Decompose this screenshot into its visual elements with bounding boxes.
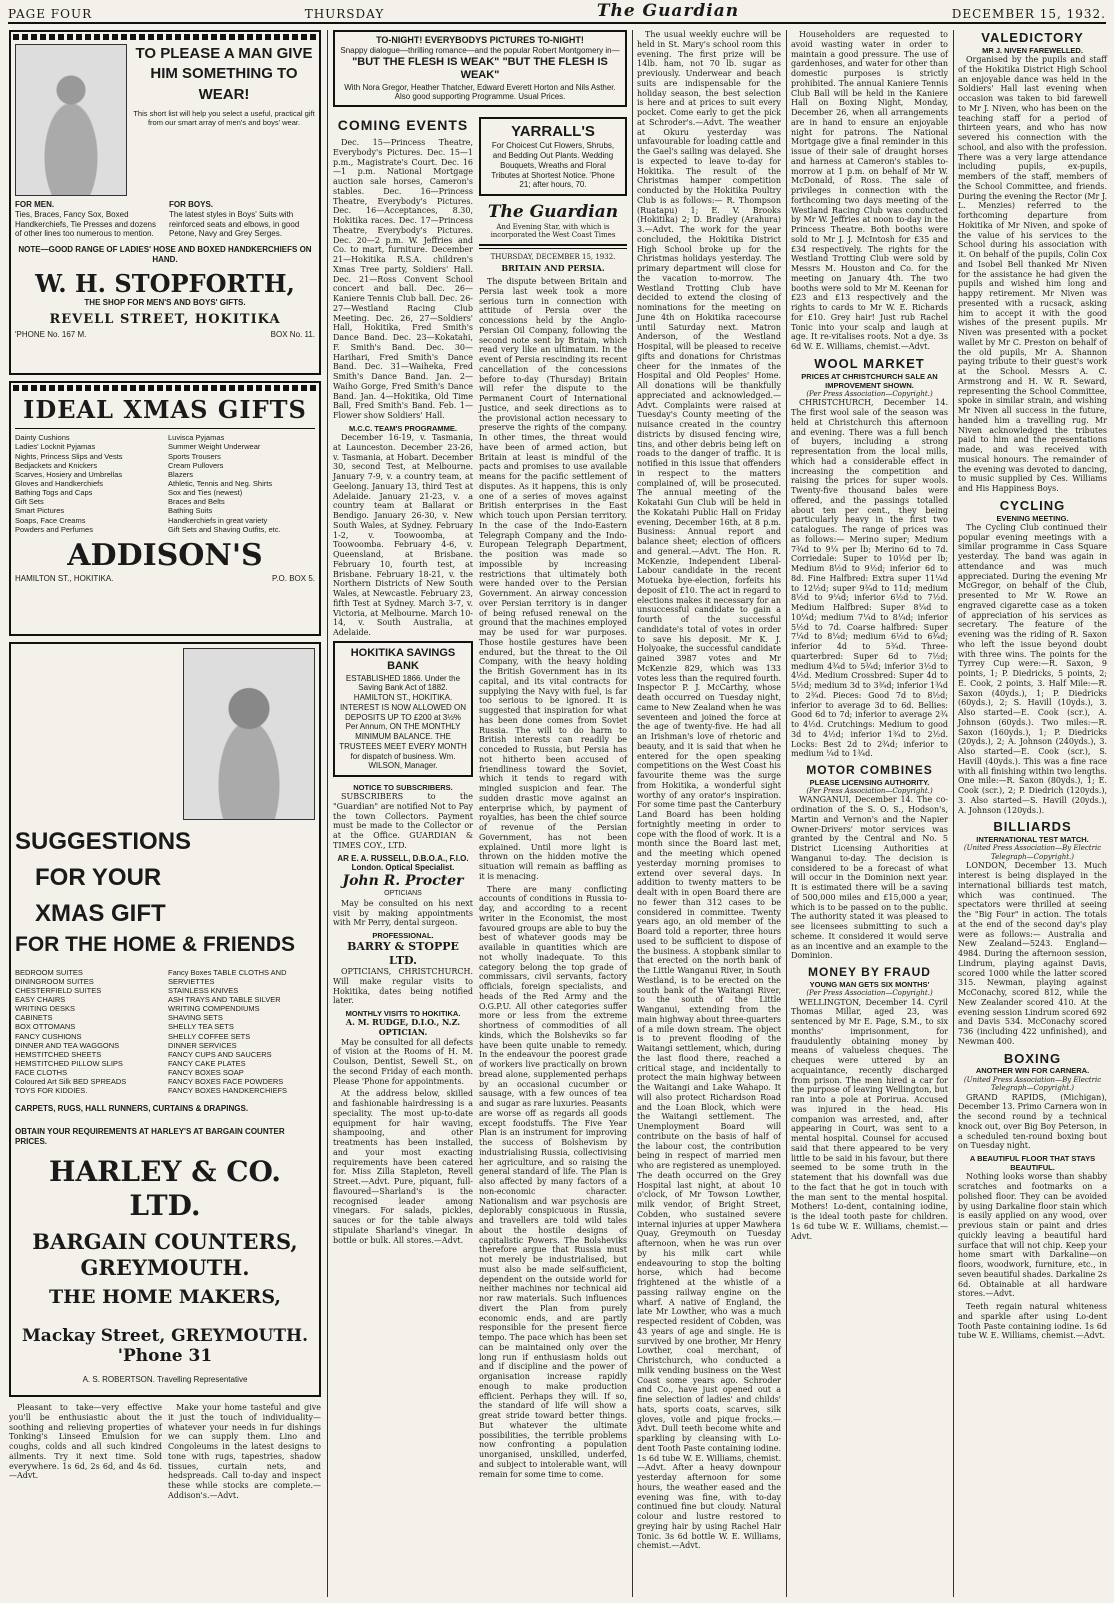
- left-subcolumn: [333, 113, 473, 1482]
- gift-list-item: Summer Weight Underwear: [168, 442, 261, 452]
- gift-list-item: TOYS FOR KIDDIES.: [15, 1086, 88, 1096]
- cycling-heading: CYCLING: [999, 497, 1066, 513]
- column-rule: [953, 30, 954, 1597]
- notice-heading: NOTICE TO SUBSCRIBERS.: [353, 783, 453, 793]
- gift-list-item: SHAVING SETS: [168, 1013, 223, 1023]
- harley-counters: BARGAIN COUNTERS, GREYMOUTH.: [32, 1229, 298, 1280]
- proctor-note: May be consulted on his next visit by making appointments with Mr Perry, dental surgeon.: [333, 898, 473, 928]
- gift-list-item: Coloured Art Silk BED SPREADS: [15, 1077, 127, 1087]
- notice-text: SUBSCRIBERS to the "Guardian" are notified Not to Pay the town Collectors. Payment must be made to the Collector or at the Office. GUARDIAN & TIMES COY., LTD.: [333, 792, 473, 850]
- hairdressing-advt: At the address below, skilled and fashionable hairdressing is a speciality. The most up-to-date equipment for hair waving, shampooing, and other treatments has been installed, and your most exacting requirements have been catered for. Miss Zilla Stapleton, Revell Street.—Advt. Pure, piquant, full-flavoured—Sharland's is the recognised leader among vinegars. For salads, pickles, sauces or for the table always stipulate Sharland's vinegar. In bottle or bulk. All stores.—Advt.: [333, 1089, 473, 1245]
- stopforth-intro: This short list will help you select a useful, practical gift from our smart array of men's and boys' wear.: [133, 108, 315, 127]
- everybodys-pictures-ad: [333, 30, 627, 107]
- gift-list-item: Athletic, Tennis and Neg. Shirts: [168, 478, 273, 488]
- fraud-credit: (Per Press Association—Copyright.): [806, 988, 933, 997]
- gift-list-item: BEDROOM SUITES: [15, 967, 83, 977]
- column-rule: [786, 30, 787, 1597]
- gift-list-item: DINNER SERVICES: [168, 1040, 237, 1050]
- guardian-sub: And Evening Star, with which is incorporated the West Coast Times: [490, 222, 616, 240]
- gift-list-item: Fancy Boxes TABLE CLOTHS AND SERVIETTES: [168, 967, 287, 986]
- gift-list-item: EASY CHAIRS: [15, 995, 66, 1005]
- pictures-sub: Snappy dialogue—thrilling romance—and the popular Robert Montgomery in—: [340, 45, 620, 55]
- gift-list-item: Luvisca Pyjamas: [168, 433, 225, 443]
- boys-items: The latest styles in Boys' Suits with reinforced seats and elbows, in good Petone, Navy and Grey Serges.: [169, 209, 300, 239]
- russell-text: AR E. A. RUSSELL, D.B.O.A., F.I.O. London. Optical Specialist.: [337, 853, 469, 873]
- gift-list-item: FANCY BOXES HANDKERCHIEFS: [168, 1086, 288, 1096]
- santa-illustration: [183, 648, 315, 820]
- savings-text: ESTABLISHED 1866. Under the Saving Bank Act of 1882. HAMILTON ST., HOKITIKA. INTEREST IS NOW ALLOWED ON DEPOSITS UP TO £200 at 3½% Per Annum, ON THE MONTHLY MINIMUM BALANCE. THE TRUSTEES MEET EVERY MONTH for dispatch of business. Wm. WILSON, Manager.: [339, 673, 467, 771]
- russia-text: There are many conflicting accounts of conditions in Russia to-day, and according to a recent writer in the Economist, the most favoured groups are able to buy the best of whatever goods may be available in quantities which are not wholly inadequate. To this category belong the top grade of commissars, civil servants, factory officials, foreign specialists, and heads of the Red Army and the O.G.P.U. All other categories suffer more or less from the extreme shortness of commodities of all kinds, which the Bolsheviks so far have been quite unable to remedy. In the endeavour the poorest grade of workers live practically on brown bread alone, supplemented perhaps by an occasional cucumber or sausage, with a few ounces of tea and sugar as rare luxuries. Peasants are worse off as regards all goods except foodstuffs. The Five Year Plan is an instrument for improving the success of Bolshevism by industrialising Russia, collectivising her agriculture, and so raising the general standard of life. The Plan is also affected by many factors of a non-economic character. Nationalism and war psychosis are deplorably conspicuous in Russia, and travellers are told wild tales about the hostile designs of capitalistic Powers. The Bolsheviks therefore argue that Russia must not merely be industrialised, but must also be made self-sufficient, dependent on the outside world for neither machines nor technical aid nor raw materials. Such influences divert the Plan from purely economic ends, and are partly responsible for the present fierce tempo. The pace which has been set can be maintained only over the long run if enthusiasm holds out and if discipline and the power of organisation increase rapidly enough to make production efficient. Perhaps they will. If so, the standard of life will show a great stride toward better things. But whatever the ultimate possibilities, the terrible problems now confronting a population unorganised, unskilled, underfed, and subject to intolerable want, will remain for some time to come.: [479, 884, 627, 1479]
- harley-carpets: CARPETS, RUGS, HALL RUNNERS, CURTAINS & DRAPINGS.: [15, 1103, 249, 1113]
- addisons-name: ADDISON'S: [67, 537, 263, 573]
- masthead-day: THURSDAY: [304, 7, 385, 22]
- gift-list-item: Gift Sets and Shaving Outfits, etc.: [168, 524, 281, 534]
- gift-list-item: Bathing Suits: [168, 506, 213, 516]
- professional-heading: PROFESSIONAL.: [372, 931, 434, 941]
- harley-street: Mackay Street, GREYMOUTH. 'Phone 31: [21, 1325, 308, 1367]
- gift-list-item: DINNER AND TEA WAGGONS: [15, 1040, 120, 1050]
- gift-list-item: Smart Pictures: [15, 506, 65, 516]
- harley-ad: [9, 642, 321, 1397]
- britain-text: The dispute between Britain and Persia last week took a more serious turn in connection with attitude of Persia over the concessions held by the Anglo-Persian Oil Company, following the second note sent by Britain, which read very like an ultimatum. In the event of Persia rescinding its recent cancellation of the concessions before to-day (Thursday) Britain will refer the dispute to the Permanent Court of International Justice, and seek directions as to the provisional action necessary to preserve the rights of the company. In other times, the threat would have been of armed action, but Britain at least is mindful of the pacts and promises to use available means for the pacific settlement of disputes. As it happens, this is only one of a series of moves against British enterprises in the East which touch upon Persian territory. In the case of the Indo-Eastern Telegraph Company and the Indo-European Telegraph Department, the position was made so impossible by increasing restrictions that ultimately both were handed over to the Persian Government. An airway concession over Persian territory is in danger of being refused renewal on the ground that the machines employed may be used for war purposes. Those hostile gestures have been endured, but the threat to the Oil Company, with the heavy holding the British Government has in its capital, and its vital contracts for supplying the Navy with fuel, is far too serious to be ignored. It is suggested that inspiration for what has been done comes from Soviet Russia. The will to do harm to British interests can readily be conceded to Russia, but Persia has not hitherto been accused of friendliness toward the Soviet, which it tends to regard with mingled suspicion and fear. The sudden drastic move against an enterprise which, by payment of royalties, has been the chief source of revenue of the Persian Government, has not been explained. Until more light is thrown on the hidden motive the situation will remain as baffling as it is menacing.: [479, 277, 627, 881]
- local-news-text: The usual weekly euchre will be held in St. Mary's school room this evening. The first prize will be 14lb. ham, not 70 lb. sugar as previously. Underwear and beach suits are indispensable for the holiday season, the best selection is here and at prices to suit every pocket. Come early to get the pick at Schroder's.—Advt. The weather at Okuru yesterday was unfavourable for loading cattle and the Gael's sailing was delayed. She is expected to leave to-day for Hokitika. The result of the Christmas hamper competition conducted by the Hokitika Poultry Club is as follows:— R. Thompson (Ruatapu) 1; E. V. Brooks (Hokitika) 2; D. Bradley (Arahura) 3.—Advt. The work for the year concluded, the Hokitika District High School broke up for the Christmas holidays yesterday. The primary department will close for the vacation to-morrow. The Westland Trotting Club have decided to extend the closing of nominations for the meeting on June 4th on Hokitika racecourse until Saturday next. Matron Anderson, of the Westland Hospital, will be pleased to receive gifts and donations for Christmas cheer for the inmates of the Hospital and Old Peoples' Home. All donations will be thankfully appreciated and acknowledged.—Advt. Complaints were raised at Tuesday's County meeting of the nuisance created in the country districts by disused fencing wire, tins, and other debris being left on roads to the danger of traffic. It is notified in this issue that offenders in respect to the matters complained of, will be prosecuted. The annual meeting of the Kokatahi Gun Club will be held in the Kokatahi Public Hall on Friday evening, December 16th, at 8 p.m. Business: Annual report and balance sheet; election of officers and general.—Advt. The Hon. R. McKenzie, Independent Liberal-Labour candidate in the recent Motueka bye-election, forfeits his deposit of £10. The act in regard to elections makes it necessary for an unsuccessful candidate to gain a fourth of the successful candidate's total of votes in order to save his deposit. Mr K. J. Holyoake, the successful candidate gained 3987 votes and Mr McKenzie 829, which was 133 votes less than the required fourth. Inspector P. J. McCarthy, whose death occurred on Tuesday night, came to New Zealand when he was seventeen and joined the force at the age of twenty-five. He had all an Irishman's love of rhetoric and beauty, and it is said that when he entered for the open speaking competitions on the West Coast his favourite theme was the surge from Hokitika, a wonderful sight worthy of any orator's inspiration. For some time past the Canterbury Land Board has been holding fortnightly meeting in order to cope with the flood of work. It is a month since the Board last met, and the meeting which opened yesterday morning promises to extend over several days. In addition to twenty matters to be dealt with in open Board there are no fewer than 312 cases to be considered in committee. Twenty years ago, an old member of the Board told a reporter, three hours used to be sufficient to dispose of the business. A stopbank similar to that erected on the north bank of the Little Wanganui River, in South Westland, is to be erected on the south bank of the Waitangi River, to the south of the Little Wanganui, extending from the main highway about three-quarters of a mile down stream. The object is to prevent flooding of the Waitangi settlement, which, during the last flood there, reached a critical stage, and incidentally to protect the main highway between the Waitangi and Lake Wahapo. It will also protect Richardson Road and the Loan Block, which were the Waitangi settlement. The Unemployment Board will contribute on the basis of half of the labour cost, the contribution being in respect of married men who are registered as unemployed. The death occurred on the Grey Hospital last night, at about 10 o'clock, of Mr Towson Lowther, milk vendor, of Bright Street, Cobden, who sustained severe internal injuries at upper Mawhera Quay, Greymouth on Tuesday afternoon, when he was run over by his milk cart while endeavouring to stop the bolting horse, which had become frightened at the whistle of a passing railway engine on the wharf. A native of England, the late Mr Lowther, who was a much respected resident of Cobden, was 43 years of age and single. He is survived by one brother, Mr Henry Lowther, coal merchant, of Christchurch, who conducted a milk vending business on the West Coast some years ago. Schroder and Co., have just opened out a fine selection of ladies' and childs' hats, sports coats, scarves, silk gloves, voile and pique frocks.—Advt. Dull teeth become white and sparkling by cleansing with Lo-dent Tooth Paste containing iodine. 1s 6d tube W. E. Williams, chemist.—Advt. After a heavy downpour yesterday afternoon for some hours, the weather eased and the evening was fine, with to-day continued fine but cloudy. Natural colour and lustre restored to greying hair by using Rachel Hair Tonic. 3s 6d bottle W. E. Williams, chemist.—Advt.: [637, 30, 781, 1551]
- coming-events-text: Dec. 15—Princess Theatre, Everybody's Pictures. Dec. 15—1 p.m., Magistrate's Court. Dec. 16—1 p.m. National Mortgage auction sale horses, Cameron's stables. Dec. 16—Princess Theatre, Everybody's Pictures. Dec. 16—Acceptances, 8.30, Hokitika races. Dec. 17—Princess Theatre, Everybody's Pictures. Dec. 20—2 p.m. W. Jeffries and Co. to mart, furniture. December 21—Hokitika R.S.A. children's Xmas Tree party, Soldiers' Hall. Dec. 21—Ross Convent School concert and ball. Dec. 26—Kaniere Tennis Club ball. Dec. 26-27—Westland Racing Club Meeting. Dec. 26, 27—Soldiers' Hall, Hokitika, Fred Smith's Dance Band. Dec. 23—Kokatahi, F. Smith's Band. Dec. 30—Harihari, Fred Smith's Dance Band. Dec. 31—Waiheka, Fred Smith's Dance Band. Jan. 2—Waiho Gorge, Fred Smith's Dance Band. Jan. 4—Hokitika, Old Time Ball, Fred Smith's Band. Feb. 1—Flower show Soldiers' Hall.: [333, 138, 473, 421]
- mcc-text: December 16-19, v. Tasmania, at Launceston. December 23-26, v. Tasmania, at Hobart. December 30, second Test, at Melbourne. January 7-9, v. a country team, at Geelong. January 13, third Test at Adelaide. January 21-23, v. a country team at Ballarat or Bendigo. January 26-30, v. New South Wales, at Sydney. February 1-2, v. Toowoomba, at Toowoomba. February 4-6, v. Queensland, at Brisbane. February 10, fourth test, at Brisbane. February 18-21, v. the Northern Districts of New South Wales, at Newcastle. February 23, fifth Test at Sydney. March 3-7, v. Victoria, at Melbourne. March 10-14, v. South Australia, at Adelaide.: [333, 433, 473, 637]
- gift-list-item: WRITING COMPENDIUMS: [168, 1004, 260, 1014]
- wool-market-sub: PRICES AT CHRISTCHURCH SALE AN IMPROVEMENT SHOWN.: [801, 371, 938, 390]
- border-pattern: [13, 34, 317, 40]
- harley-name: HARLEY & CO. LTD.: [48, 1154, 282, 1222]
- pictures-cast: With Nora Gregor, Heather Thatcher, Edward Everett Horton and Nils Asther. Also good supporting Programme. Usual Prices.: [344, 82, 616, 102]
- gift-list-item: Cream Pullovers: [168, 460, 224, 470]
- column-rule: [327, 30, 328, 1597]
- harley-homemakers: THE HOME MAKERS,: [48, 1286, 282, 1309]
- valedictory-heading: VALEDICTORY: [981, 30, 1084, 45]
- pictures-title: "BUT THE FLESH IS WEAK" "BUT THE FLESH IS WEAK": [352, 55, 608, 82]
- gift-list-item: Bedjackets and Knickers: [15, 460, 98, 470]
- proctor-name: John R. Procter: [342, 873, 464, 890]
- column-five: [955, 30, 1110, 1597]
- stopforth-address: REVELL STREET, HOKITIKA: [49, 311, 281, 327]
- boxing-credit: (United Press Association—By Electric Telegraph—Copyright.): [963, 1075, 1102, 1093]
- gift-list-item: FACE CLOTHS: [15, 1068, 68, 1078]
- gift-list-item: SHELLY COFFEE SETS: [168, 1031, 251, 1041]
- cycling-sub: EVENING MEETING.: [996, 513, 1069, 523]
- column-rule: [632, 30, 633, 1597]
- coming-events-heading: COMING EVENTS: [337, 117, 469, 134]
- masthead: [8, 1, 1106, 24]
- men-label: FOR MEN.: [15, 200, 55, 209]
- santa-illustration: [15, 44, 127, 196]
- gift-list-item: FANCY CAKE PLATES: [168, 1059, 246, 1069]
- gift-list-item: Braces and Belts: [168, 497, 225, 507]
- valedictory-sub: MR J. NIVEN FAREWELLED.: [982, 45, 1083, 55]
- wool-market-heading: WOOL MARKET: [814, 355, 925, 371]
- gift-list-item: FANCY BOXES SOAP: [168, 1068, 244, 1078]
- column-four: [788, 30, 951, 1597]
- yarralls-text: For Choicest Cut Flowers, Shrubs, and Bedding Out Plants. Wedding Bouquets, Wreaths and Floral Tributes at Shortest Notice. 'Phone 21; after hours, 70.: [491, 141, 615, 190]
- harley-rep: A. S. ROBERTSON. Travelling Representative: [82, 1375, 248, 1384]
- gift-list-item: Soaps, Face Creams: [15, 515, 86, 525]
- wool-market-text: CHRISTCHURCH, December 14. The first wool sale of the season was held at Christchurch this afternoon and evening. There was a full bench of buyers, including a strong representation from the local mills, which had a considerable effect in increasing the competition and raising the prices for super wools. Twenty-five thousand bales were offered, and the passings totalled about ten per cent., they being particularly heavy in the first two catalogues. The range of prices was as follows:— Merino super; Medium 7¾d to 9¼ per lb; Merino 6d to 7d. Corriedale: Super to 10½d per lb; Medium 8½d to 9½d; inferior 6d to 8d. Fine Halfbred: Extra super 11¼d to 12½d; super 9¾d to 11d; medium 8½d to 9¼d; inferior 6½d to 7½d. Medium Halfbred: Super 8¼d to 10¼d; medium 7¼d to 8¼d; inferior 5½d to 7d. Coarse halfbred: Super 7¼d to 8¼d; medium 6½d to 6¾d; inferior 4d to 5¾d. Three-quarterbred: Super 6d to 7½d; medium 4¾d to 5¾d; inferior 3½d to 4½d. Medium Crossbred: Super 4d to 5½d; medium 3d to 3¾d; inferior 1¾d to 2¾d. Pieces: Good 7d to 8½d; inferior to average 3d to 6d. Bellies: Good 6d to 7d; inferior to average 2¾ to 4½d. Crutchings: Medium to good 3d to 4½d; inferior 1¾d to 2½d. Locks: Best 2d to 2¾d; inferior to medium ¼d to 1¾d.: [791, 398, 948, 759]
- britain-heading: BRITAIN AND PERSIA.: [501, 263, 605, 274]
- guardian-title: The Guardian: [487, 202, 619, 223]
- fraud-heading: MONEY BY FRAUD: [808, 965, 931, 980]
- yarralls-heading: YARRALL'S: [511, 123, 595, 141]
- column-three: [634, 30, 784, 1597]
- fraud-text: WELLINGTON, December 14. Cyril Thomas Millar, aged 23, was sentenced by Mr E. Page, S.M., to six months' imprisonment, for fraudulently obtaining money by means of valueless cheques. The cheques were uttered by an acquaintance, recently discharged from prison. The men hired a car for the purpose of leaving Wellington, but ran into a pole at Porirua. Accused was injured in the head. His companion was arrested, and, after appearing in Court, was sent to a mental hospital. Counsel for accused said that there appeared to be very little to be said in his favour, but there seemed to be some truth in the statement that his downfall was due to the fact that he got in touch with the man sent to the mental hospital. Mothers! Lo-dent, containing iodine, is the ideal tooth paste for children. 1s 6d tube W. E. Williams, chemist.—Advt.: [791, 997, 948, 1241]
- savings-heading: HOKITIKA SAVINGS BANK: [350, 646, 456, 673]
- savings-bank-ad: [333, 641, 473, 777]
- stopforth-box: BOX No. 11.: [270, 330, 315, 340]
- addisons-items: [15, 433, 315, 534]
- gift-list-item: CABINETS: [15, 1013, 53, 1023]
- billiards-text: LONDON, December 13. Much interest is being displayed in the international billiards test match, which was continued. The spectators were thrilled at seeing the "Big Four" in action. The totals at the end of the second day's play were as follows:— Australia and New Zealand—5243. England—4984. During the afternoon session, Lindrum, playing against Davis, scored 1000 while the latter scored 315. Newman, playing against McConachy, scored 812, while the New Zealander scored 410. At the evening session Lindrum scored 692 and Davis 534. McConachy scored 736 (including 422 unfinished), and Newman 400.: [958, 861, 1107, 1046]
- stopforth-tagline: THE SHOP FOR MEN'S AND BOYS' GIFTS.: [84, 297, 246, 307]
- barry-name: BARRY & STOPPE LTD.: [347, 940, 459, 967]
- gift-list-item: HEMSTITCHED SHEETS: [15, 1049, 102, 1059]
- gift-list-item: ASH TRAYS AND TABLE SILVER: [168, 995, 281, 1005]
- stopforth-phone: 'PHONE No. 167 M.: [15, 330, 87, 340]
- gift-list-item: Ladies' Locknit Pyjamas: [15, 442, 96, 452]
- gift-list-item: Gift Sets: [15, 497, 44, 507]
- addisons-ad: [9, 381, 321, 636]
- gift-list-item: Dainty Cushions: [15, 433, 70, 443]
- gift-list-item: FANCY CUPS AND SAUCERS: [168, 1049, 272, 1059]
- barry-text: OPTICIANS, CHRISTCHURCH. Will make regular visits to Hokitika, dates being notified later.: [333, 967, 473, 1006]
- gift-list-item: Sox and Ties (newest): [168, 488, 243, 498]
- linseed-emulsion-advt: Pleasant to take—very effective you'll be enthusiastic about the soothing and relieving properties of Tonking's Linseed Emulsion for coughs, colds and all such kindred ailments. Try it next time. Sold everywhere. 1s 6d, 2s 6d, and 4s 6d. —Advt.: [9, 1403, 162, 1481]
- valedictory-text: Organised by the pupils and staff of the Hokitika District High School an enjoyable dance was held in the Soldiers' Hall last evening when occasion was taken to bid farewell to Mr J. Niven, who has been on the teaching staff for a period of thirteen years, and who has now severed his connection with the school, and also with the profession. There was a very large attendance including pupils, ex-pupils, members of the staff, members of the School Committee, and friends. During the evening the Rector (Mr J. L. Menzies) referred to the forthcoming departure from Hokitika of Mr Niven, and spoke of the value of his services to the School during his association with it. On behalf of the pupils, Colin Cox and Isobel Bell thanked Mr Niven for the assistance he had given the pupils and wished him long and happy retirement. Mr Niven was presented with a rucsack, asking him to accept it with the good wishes of the present pupils. Mr Niven was presented with a pocket wallet by Mr C. Preston on behalf of the old pupils, Mr A. Shannon paying tribute to their guest's work at the School. Messrs A. C. Armstrong and H. W. R. Seward, representing the School Committee, spoke in similar strain, and wishing Mr Niven all success in the future, handed him a travelling rug. Mr Niven acknowledged the tributes paid to him and the presentations made, and was received with musical honours. The remainder of the evening was devoted to dancing, to music supplied by Ces. Williams and His Happiness Boys.: [958, 55, 1108, 493]
- addisons-address: HAMILTON ST., HOKITIKA.: [15, 574, 114, 584]
- gift-list-item: Scarves, Hosiery and Umbrellas: [15, 469, 123, 479]
- boxing-heading: BOXING: [1003, 1050, 1062, 1066]
- gift-list-item: Powders and Perfumes: [15, 524, 93, 534]
- stopforth-note: NOTE—GOOD RANGE OF LADIES' HOSE AND BOXED HANDKERCHIEFS ON HAND.: [18, 245, 312, 264]
- floor-text: Nothing looks worse than shabby scratches and footmarks on a polished floor. They can be avoided by using Darkaline floor stain which is easily applied on any wood, over previous stain or paint and dries quickly leaving a beautiful hard surface that will not chip. Keep your home smart with Darkaline—on floors, woodwork, furniture, etc., in seven beautiful shades. Darkaline 2s 6d. Obtainable at all hardware stores.—Advt.: [958, 1172, 1107, 1299]
- billiards-credit: (United Press Association—By Electric Telegraph—Copyright.): [963, 844, 1102, 861]
- gift-list-item: CHESTERFIELD SUITES: [15, 985, 102, 995]
- harley-line-1: SUGGESTIONS: [15, 828, 192, 855]
- yarralls-ad: [479, 117, 627, 196]
- stopforth-ad: [9, 30, 321, 375]
- boys-label: FOR BOYS.: [169, 200, 214, 209]
- gift-list-item: Gloves and Handkerchiefs: [15, 478, 103, 488]
- motor-sub: PLEASE LICENSING AUTHORITY.: [809, 777, 930, 787]
- harley-line-3: XMAS GIFT: [35, 900, 166, 927]
- stopforth-name: W. H. STOPFORTH,: [35, 268, 295, 298]
- stopforth-headline: TO PLEASE A MAN GIVE HIM SOMETHING TO WEAR!: [135, 45, 313, 103]
- gift-list-item: HEMSTITCHED PILLOW SLIPS: [15, 1059, 123, 1069]
- motor-heading: MOTOR COMBINES: [806, 763, 933, 778]
- proctor-sub: OPTICIANS: [384, 890, 422, 898]
- border-pattern: [13, 385, 317, 391]
- guardian-date: THURSDAY, DECEMBER 15, 1932.: [490, 252, 616, 261]
- billiards-heading: BILLIARDS: [993, 819, 1072, 835]
- harley-items: [15, 968, 315, 1096]
- column-ads: [6, 30, 324, 1597]
- gift-list-item: Handkerchiefs in great variety: [168, 515, 268, 525]
- gift-list-item: DININGROOM SUITES: [15, 976, 94, 986]
- motor-text: WANGANUI, December 14. The co-ordination of the S. O. S., Hodson's, Martin and Vernon's and the Napier Owner-Drivers' motor services was granted by the Central and No. 5 District Licensing Authorities at Wanganui to-day. The decision is considered to be a forecast of what will occur in the Dominion next year. It is estimated there will be a saving of 500,000 miles and £15,000 a year, which is to be passed on to the public. The authority stated it was pleased to see licensees submitting to such a scheme. It considered it would serve as an incentive and an example to the Dominion.: [791, 795, 948, 961]
- gift-list-item: FANCY BOXES FACE POWDERS: [168, 1077, 284, 1087]
- gift-list-item: FANCY CUSHIONS: [15, 1031, 82, 1041]
- gift-list-item: SHELLY TEA SETS: [168, 1022, 234, 1032]
- rudge-name: A. M. RUDGE, D.I.O., N.Z. OPTICIAN.: [345, 1017, 461, 1037]
- cycling-text: The Cycling Club continued their popular evening meetings with a similar programme in Cass Square yesterday. The band was again in attendance and was much appreciated. During the evening Mr McGregor, on behalf of the Club, presented to Mr W. Rowe an engraved cigarette case as a token of appreciation of his services as secretary. The feature of the evening was the riding of R. Saxon who left the issue beyond doubt with three wins. The points for the Tyrrey Cup were:—R. Saxon, 9 points, 1; P. Diedricks, 5 points, 2; E. Cook, 2 points, 3. Half Mile:—R. Saxon (40yds.), 1; P. Diedricks (60yds.), 2; S. Havill (10yds.), 3. Also started—E. Cook (scr.), A. Johnson (60yds.). Two miles:—R. Saxon (160yds.), 1; P. Diedricks (20yds.), 2; A. Johnson (240yds.), 3. Also started—E. Cook (scr.), S. Havill (40yds.). This was a fine race with all finishing within two lengths. One mile:—R. Saxon (80yds.), 1; E. Cook (scr.), 2; P. Diedrich (120yds.), 3. Also started—S. Havill (20yds.), A. Johnson (120yds.).: [958, 522, 1107, 815]
- gift-list-item: WRITING DESKS: [15, 1004, 76, 1014]
- masthead-paper-name: The Guardian: [596, 1, 740, 22]
- boxing-text: GRAND RAPIDS, (Michigan), December 13. Primo Carnera won in the second round by a technical knock out, over Big Boy Peterson, in a scheduled ten-round boxing bout on Tuesday night.: [958, 1092, 1107, 1151]
- harley-line-2: FOR YOUR: [35, 864, 162, 891]
- wool-credit: (Per Press Association—Copyright.): [806, 389, 933, 398]
- fraud-sub: YOUNG MAN GETS SIX MONTHS': [809, 979, 930, 989]
- monthly-heading: MONTHLY VISITS TO HOKITIKA.: [345, 1009, 461, 1019]
- right-subcolumn: [479, 113, 627, 1482]
- gift-list-item: Blazers: [168, 469, 194, 479]
- rudge-text: May be consulted for all defects of vision at the Rooms of H. M. Coulson, Dentist, Sewell St., on the second Friday of each month. Please 'Phone for appointments.: [333, 1037, 473, 1086]
- gift-list-item: STAINLESS KNIVES: [168, 985, 239, 995]
- pictures-heading: TO-NIGHT! EVERYBODYS PICTURES TO-NIGHT!: [376, 35, 584, 45]
- gift-list-item: Bathing Togs and Caps: [15, 488, 93, 498]
- gift-list-item: BOX OTTOMANS: [15, 1022, 76, 1032]
- floor-heading: A BEAUTIFUL FLOOR THAT STAYS BEAUTIFUL.: [969, 1154, 1096, 1173]
- addisons-furnishing-advt: Make your home tasteful and give it just the touch of individuality—whatever your needs in fur dishings we can supply them. Lino and Congoleums in the latest designs to tone with rugs, tapestries, shadow tissues, curtain nets, and hedspreads. Call to-day and inspect these while stocks are complete.—Addison's.—Advt.: [168, 1403, 321, 1500]
- harley-line-4: FOR THE HOME & FRIENDS: [15, 933, 296, 956]
- harley-obtain: OBTAIN YOUR REQUIREMENTS AT HARLEY'S AT BARGAIN COUNTER PRICES.: [15, 1127, 285, 1147]
- billiards-sub: INTERNATIONAL TEST MATCH.: [976, 835, 1089, 845]
- local-news-intro: Householders are requested to avoid wasting water in order to maintain a good pressure. The use of gardenhoses, and water for other than domestic purposes is strictly prohibited. The annual Kaniere Tennis Club Ball will be held in the Kaniere Hall on Boxing Night, Monday, December 26, when all arrangements are in hand to ensure an enjoyable night for patrons. The National Mortgage give a final reminder in this issue of their sale of draught horses and harness at Cameron's stables to-morrow at 1 p.m. on behalf of Mr W. McDonald, of Ross. The sale of privileges in connection with the forthcoming two days meeting of the Westland Racing Club was conducted by Mr W. Jeffries at noon to-day in the Princess Theatre. Both booths were sold to Mr J. J. McIntosh for £35 and £34 respectively. The rights for the Westland Trotting Club were sold by Messrs M. Houston and Co. for the meeting on January 4th. The two booths were sold to Mr M. Keenan for £23 and £13 respectively and the rights to cards to Mr W. E. Richards for £10. Grey hair! Just rub Rachel Tonic into your scalp and laugh at age. It re-vitalises roots. Not a dye. 3s 6d W. E. Williams, chemist.—Advt.: [791, 30, 948, 351]
- motor-credit: (Per Press Association—Copyright.): [806, 786, 933, 795]
- page-label: PAGE FOUR: [8, 7, 93, 22]
- boxing-sub: ANOTHER WIN FOR CARNERA.: [975, 1066, 1090, 1076]
- masthead-date: DECEMBER 15, 1932.: [951, 7, 1106, 22]
- addisons-headline: IDEAL XMAS GIFTS: [23, 395, 307, 424]
- addisons-box: P.O. BOX 5.: [272, 574, 315, 584]
- gift-list-item: Sports Trousers: [168, 451, 221, 461]
- men-items: Ties, Braces, Fancy Sox, Boxed Handkerchiefs, Tie Presses and dozens of other lines too numerous to mention.: [15, 209, 156, 239]
- gift-list-item: Nights, Princess Slips and Vests: [15, 451, 123, 461]
- teeth-advt: Teeth regain natural whiteness and sparkle after using Lo-dent Tooth Paste containing iodine. 1s 6d tube W. E. Williams, chemist.—Advt.: [958, 1302, 1107, 1341]
- mcc-heading: M.C.C. TEAM'S PROGRAMME.: [348, 423, 458, 433]
- column-two: [330, 30, 630, 1597]
